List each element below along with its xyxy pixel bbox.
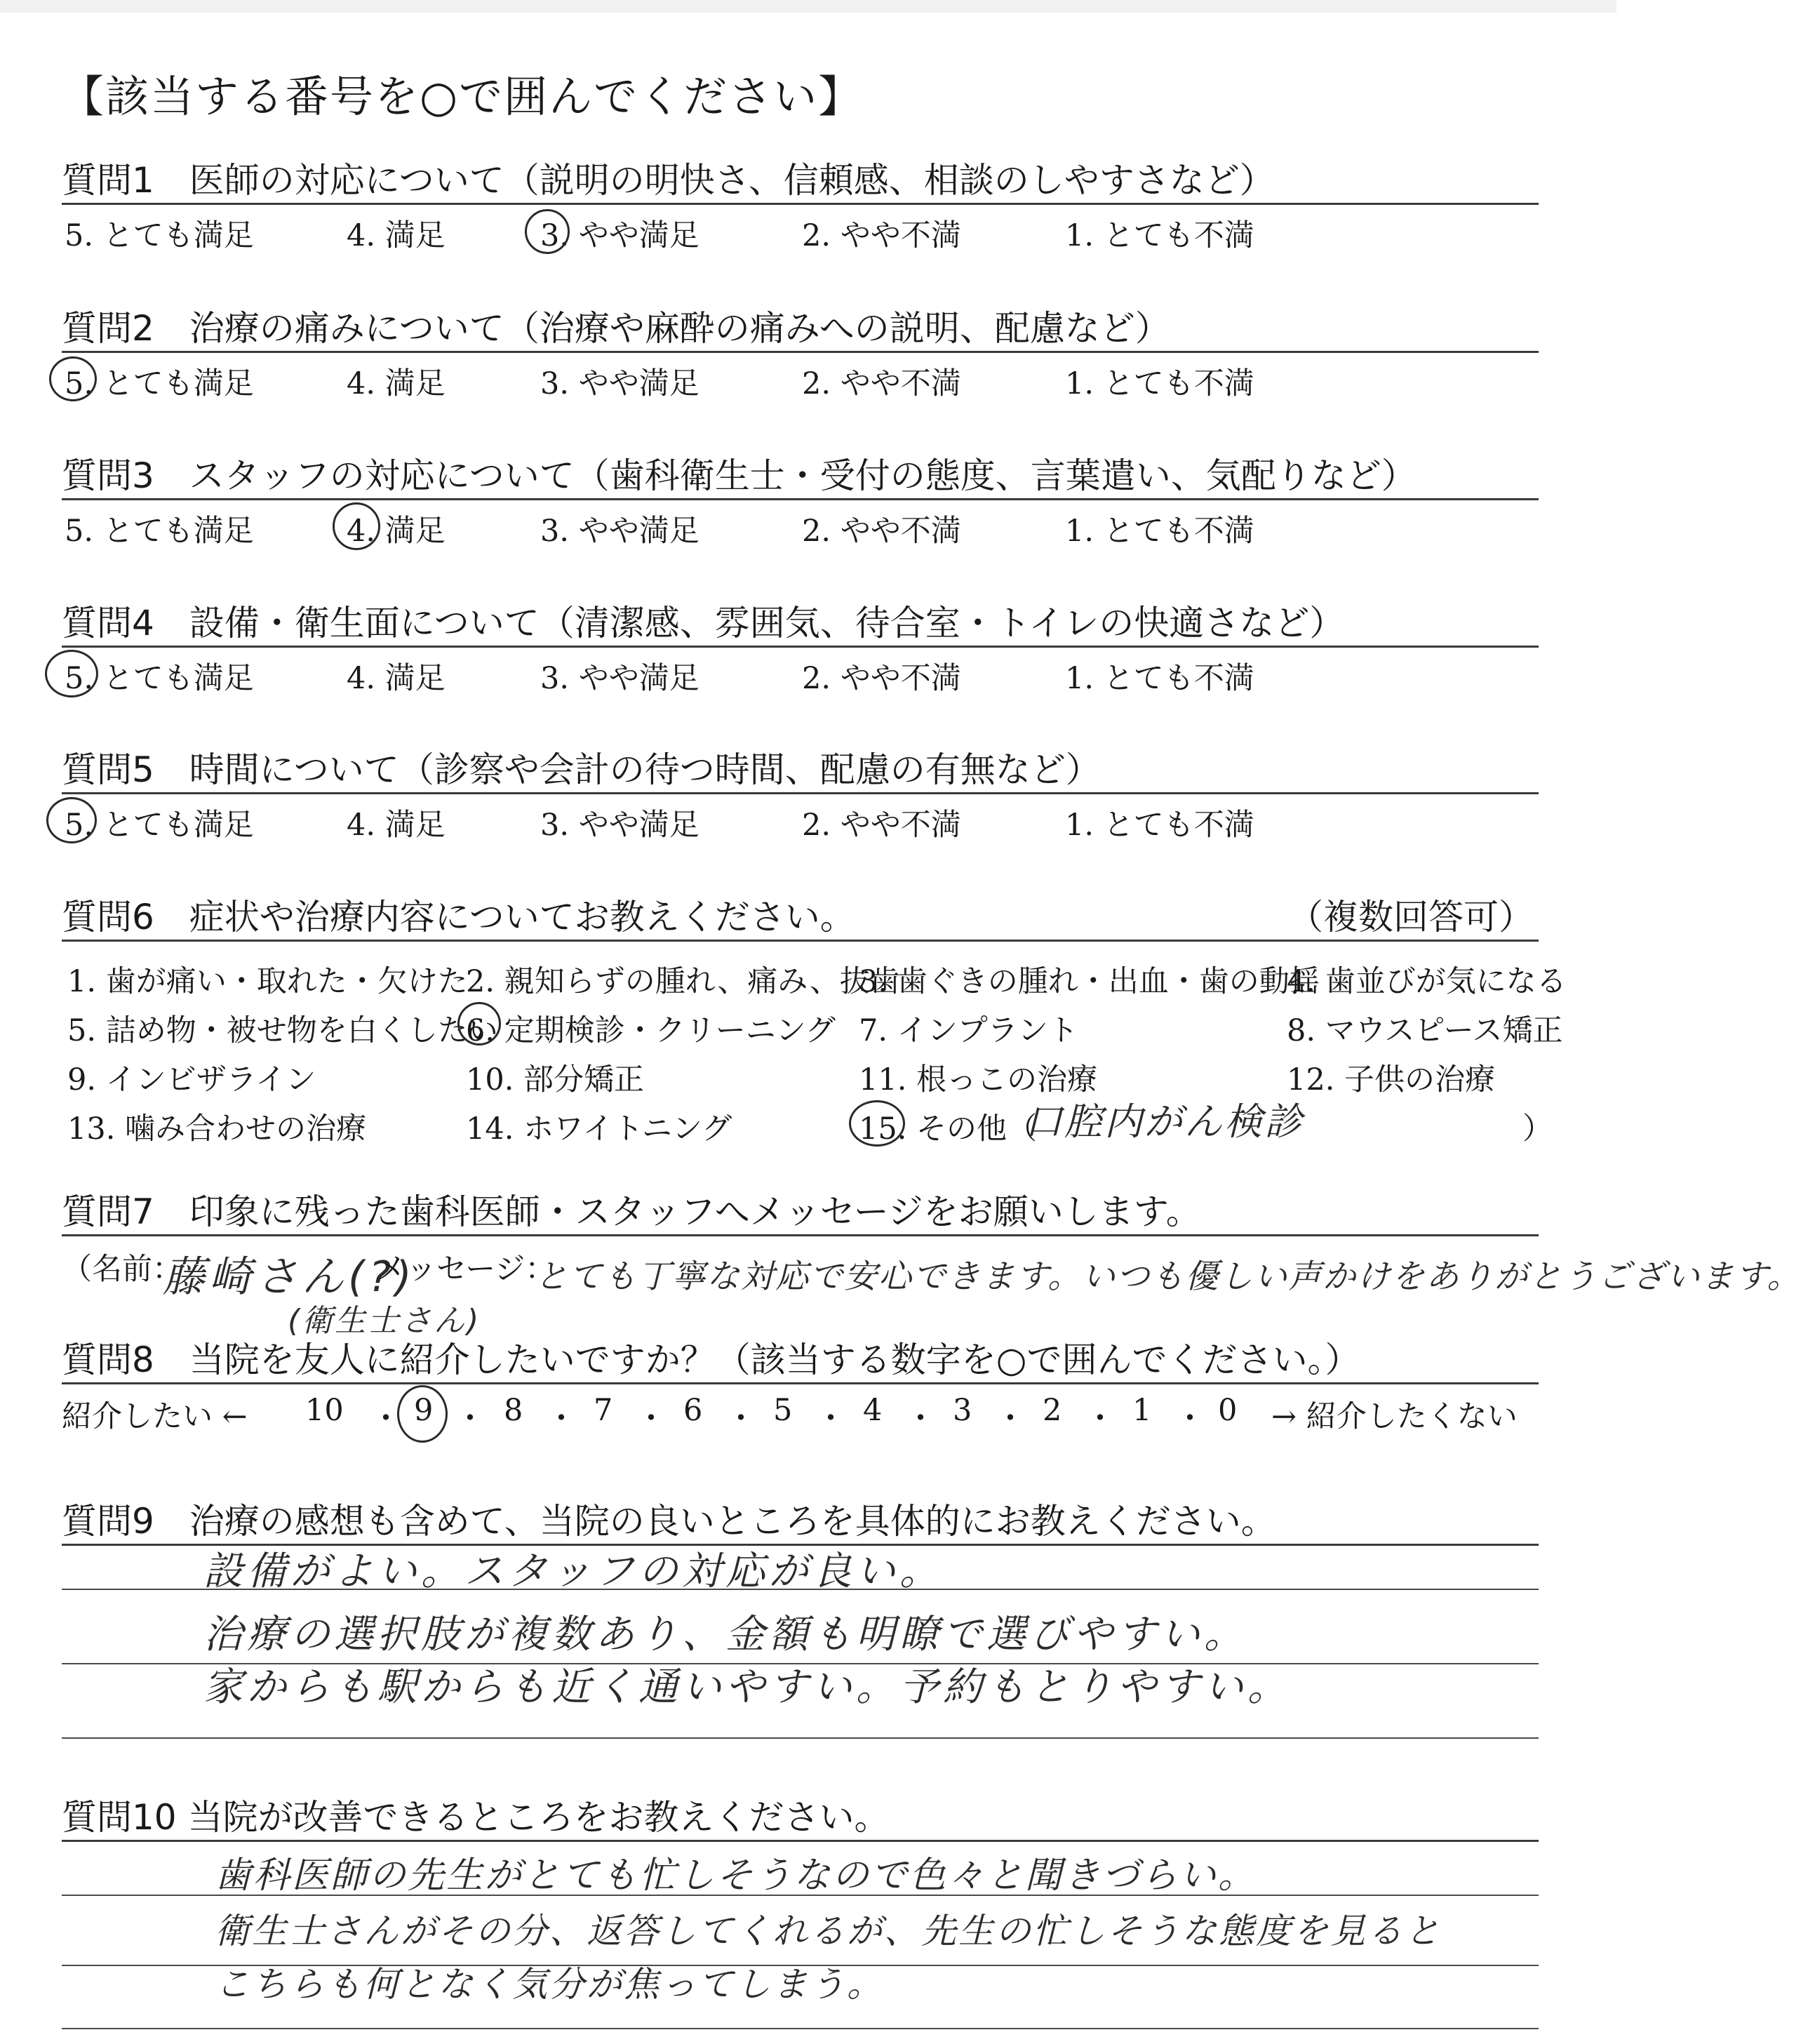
- q7-name-label: （名前：: [62, 1252, 182, 1287]
- q3-option-5[interactable]: 5. とても満足: [65, 514, 254, 549]
- q9-answer-line[interactable]: 設備がよい。スタッフの対応が良い。: [203, 1549, 943, 1594]
- q4-option-5[interactable]: 5. とても満足: [65, 661, 254, 696]
- q2-option-5[interactable]: 5. とても満足: [65, 366, 254, 401]
- q2-option-2[interactable]: 2. やや不満: [802, 366, 961, 401]
- q7-title: 質問7 印象に残った歯科医師・スタッフへメッセージをお願いします。: [62, 1191, 1201, 1232]
- q8-rule: [62, 1382, 1539, 1384]
- q6-option-15[interactable]: 15. その他（: [859, 1111, 1038, 1147]
- q3-option-4[interactable]: 4. 満足: [347, 514, 446, 549]
- q4-title: 質問4 設備・衛生面について（清潔感、雰囲気、待合室・トイレの快適さなど）: [62, 603, 1345, 643]
- q8-dot: ・: [546, 1401, 577, 1436]
- q2-option-1[interactable]: 1. とても不満: [1065, 366, 1254, 401]
- q9-answer-line[interactable]: 治療の選択肢が複数あり、金額も明瞭で選びやすい。: [203, 1612, 1247, 1657]
- q5-option-3[interactable]: 3. やや満足: [540, 808, 699, 843]
- q6-option-4[interactable]: 4. 歯並びが気になる: [1287, 964, 1567, 999]
- q8-scale-9[interactable]: 9: [414, 1393, 434, 1428]
- q5-rule: [62, 792, 1539, 794]
- q5-option-2[interactable]: 2. やや不満: [802, 808, 961, 843]
- q6-other-text[interactable]: 口腔内がん検診: [1024, 1100, 1304, 1144]
- q4-option-3[interactable]: 3. やや満足: [540, 661, 699, 696]
- q6-option-2[interactable]: 2. 親知らずの腫れ、痛み、抜歯: [466, 964, 900, 999]
- q8-scale-10[interactable]: 10: [305, 1393, 344, 1428]
- q7-message-value[interactable]: とても丁寧な対応で安心できます。いつも優しい声かけをありがとうございます。: [535, 1257, 1801, 1296]
- q4-rule: [62, 646, 1539, 648]
- q2-option-4[interactable]: 4. 満足: [347, 366, 446, 401]
- q8-dot: ・: [905, 1401, 936, 1436]
- q6-option-13[interactable]: 13. 噛み合わせの治療: [67, 1111, 367, 1147]
- q3-option-1[interactable]: 1. とても不満: [1065, 514, 1254, 549]
- q6-option-11[interactable]: 11. 根っこの治療: [859, 1062, 1098, 1097]
- q4-option-1[interactable]: 1. とても不満: [1065, 661, 1254, 696]
- q2-selection-circle: [49, 356, 97, 401]
- q7-name-sub: (衛生士さん): [288, 1303, 481, 1339]
- q6-selection-circle-15: [849, 1100, 905, 1147]
- q8-scale-8[interactable]: 8: [504, 1393, 523, 1428]
- q10-title: 質問10 当院が改善できるところをお教えください。: [62, 1797, 890, 1838]
- q8-scale-7[interactable]: 7: [594, 1393, 613, 1428]
- q6-option-3[interactable]: 3. 歯ぐきの腫れ・出血・歯の動揺: [859, 964, 1320, 999]
- q10-rule: [62, 1840, 1539, 1842]
- q10-answer-line[interactable]: 歯科医師の先生がとても忙しそうなので色々と聞きづらい。: [215, 1855, 1257, 1897]
- q8-dot: ・: [725, 1401, 756, 1436]
- q3-option-3[interactable]: 3. やや満足: [540, 514, 699, 549]
- q7-name-value[interactable]: 藤崎さん(?): [163, 1253, 416, 1302]
- q1-option-5[interactable]: 5. とても満足: [65, 218, 254, 253]
- q8-dot: ・: [815, 1401, 846, 1436]
- q6-option-8[interactable]: 8. マウスピース矯正: [1287, 1013, 1563, 1048]
- q8-scale-3[interactable]: 3: [953, 1393, 972, 1428]
- q5-option-5[interactable]: 5. とても満足: [65, 808, 254, 843]
- q8-scale-0[interactable]: 0: [1218, 1393, 1238, 1428]
- q4-selection-circle: [45, 650, 98, 697]
- q6-note: （複数回答可）: [1288, 897, 1534, 937]
- q7-message-label: メッセージ：: [376, 1252, 556, 1287]
- q8-scale-1[interactable]: 1: [1132, 1393, 1152, 1428]
- q8-dot: ・: [455, 1401, 486, 1436]
- q5-option-1[interactable]: 1. とても不満: [1065, 808, 1254, 843]
- q8-left-label: 紹介したい ←: [62, 1399, 248, 1434]
- q6-option-7[interactable]: 7. インプラント: [859, 1013, 1078, 1048]
- q8-right-label: → 紹介したくない: [1271, 1399, 1518, 1434]
- q6-option-10[interactable]: 10. 部分矯正: [466, 1062, 645, 1097]
- q6-title: 質問6 症状や治療内容についてお教えください。: [62, 897, 855, 937]
- q6-option-12[interactable]: 12. 子供の治療: [1287, 1062, 1496, 1097]
- q6-option-14[interactable]: 14. ホワイトニング: [466, 1111, 732, 1147]
- q5-option-4[interactable]: 4. 満足: [347, 808, 446, 843]
- q8-dot: ・: [1174, 1401, 1205, 1436]
- q6-option-6[interactable]: 6. 定期検診・クリーニング: [466, 1013, 836, 1048]
- q8-dot: ・: [1085, 1401, 1116, 1436]
- q10-writing-line: [62, 2028, 1539, 2029]
- form-header: 【該当する番号を○で囲んでください】: [60, 71, 864, 122]
- q6-other-close: ）: [1522, 1111, 1553, 1147]
- q8-dot: ・: [636, 1401, 667, 1436]
- q3-title: 質問3 スタッフの対応について（歯科衛生士・受付の態度、言葉遣い、気配りなど）: [62, 455, 1417, 496]
- q3-rule: [62, 498, 1539, 500]
- q5-title: 質問5 時間について（診察や会計の待つ時間、配慮の有無など）: [62, 749, 1101, 790]
- q4-option-4[interactable]: 4. 満足: [347, 661, 446, 696]
- q10-answer-line[interactable]: 衛生士さんがその分、返答してくれるが、先生の忙しそうな態度を見ると: [215, 1911, 1442, 1951]
- q1-rule: [62, 203, 1539, 205]
- q6-option-9[interactable]: 9. インビザライン: [67, 1062, 316, 1097]
- q1-option-4[interactable]: 4. 満足: [347, 218, 446, 253]
- q8-scale-4[interactable]: 4: [863, 1393, 883, 1428]
- q7-rule: [62, 1234, 1539, 1236]
- q8-scale-5[interactable]: 5: [773, 1393, 793, 1428]
- q6-option-1[interactable]: 1. 歯が痛い・取れた・欠けた: [67, 964, 468, 999]
- q6-selection-circle-6: [457, 1002, 501, 1046]
- q8-dot: ・: [370, 1401, 401, 1436]
- q5-selection-circle: [46, 797, 97, 843]
- q9-title: 質問9 治療の感想も含めて、当院の良いところを具体的にお教えください。: [62, 1501, 1276, 1542]
- q8-dot: ・: [995, 1401, 1026, 1436]
- q6-option-5[interactable]: 5. 詰め物・被せ物を白くしたい: [67, 1013, 498, 1048]
- q10-answer-line[interactable]: こちらも何となく気分が焦ってしまう。: [215, 1964, 884, 2005]
- q1-option-3[interactable]: 3. やや満足: [540, 218, 699, 253]
- q9-writing-line: [62, 1737, 1539, 1739]
- q3-option-2[interactable]: 2. やや不満: [802, 514, 961, 549]
- q8-title: 質問8 当院を友人に紹介したいですか？（該当する数字を○で囲んでください。）: [62, 1340, 1360, 1380]
- q2-title: 質問2 治療の痛みについて（治療や麻酔の痛みへの説明、配慮など）: [62, 308, 1170, 349]
- q9-answer-line[interactable]: 家からも駅からも近く通いやすい。予約もとりやすい。: [203, 1664, 1291, 1710]
- q1-selection-circle: [525, 209, 570, 254]
- q3-selection-circle: [333, 502, 380, 550]
- q8-scale-2[interactable]: 2: [1043, 1393, 1062, 1428]
- q2-rule: [62, 351, 1539, 353]
- q6-rule: [62, 940, 1539, 942]
- q8-scale-6[interactable]: 6: [683, 1393, 703, 1428]
- q1-title: 質問1 医師の対応について（説明の明快さ、信頼感、相談のしやすさなど）: [62, 160, 1275, 201]
- q1-option-1[interactable]: 1. とても不満: [1065, 218, 1254, 253]
- q2-option-3[interactable]: 3. やや満足: [540, 366, 699, 401]
- scan-edge: [0, 0, 1616, 13]
- q1-option-2[interactable]: 2. やや不満: [802, 218, 961, 253]
- q8-selection-circle: [397, 1385, 448, 1443]
- q4-option-2[interactable]: 2. やや不満: [802, 661, 961, 696]
